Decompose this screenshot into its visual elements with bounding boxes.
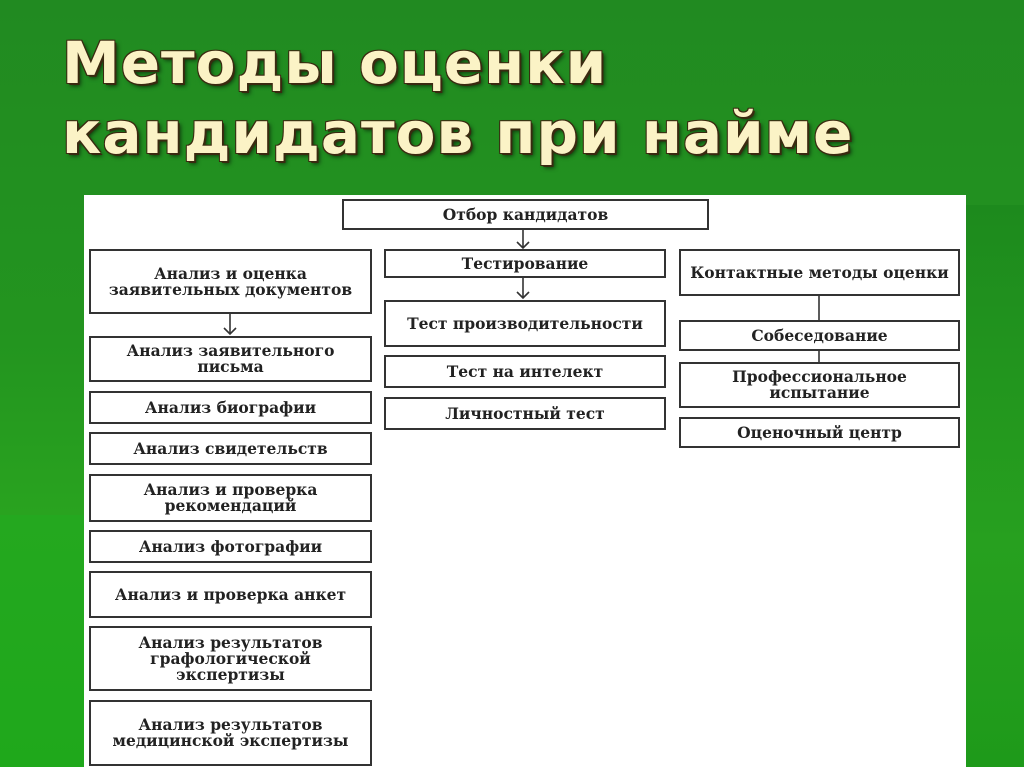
node-contact-header: Контактные методы оценки (679, 249, 960, 296)
node-docs-item-5: Анализ фотографии (89, 530, 372, 563)
node-docs-header: Анализ и оценка заявительных документов (89, 249, 372, 314)
node-docs-item-4: Анализ и проверка рекомендаций (89, 474, 372, 522)
node-root: Отбор кандидатов (342, 199, 709, 230)
node-docs-item-8: Анализ результатов медицинской экспертизы (89, 700, 372, 766)
node-testing-item-1: Тест производительности (384, 300, 666, 347)
node-docs-item-1: Анализ заявительного письма (89, 336, 372, 382)
node-testing-item-2: Тест на интелект (384, 355, 666, 388)
node-testing-item-3: Личностный тест (384, 397, 666, 430)
node-docs-item-6: Анализ и проверка анкет (89, 571, 372, 618)
node-docs-item-2: Анализ биографии (89, 391, 372, 424)
slide-title-line-2: кандидатов при найме (62, 99, 854, 167)
node-contact-item-2: Профессиональное испытание (679, 362, 960, 408)
node-contact-item-3: Оценочный центр (679, 417, 960, 448)
node-docs-item-3: Анализ свидетельств (89, 432, 372, 465)
node-docs-item-7: Анализ результатов графологической экспертизы (89, 626, 372, 691)
node-testing-header: Тестирование (384, 249, 666, 278)
node-contact-item-1: Собеседование (679, 320, 960, 351)
slide-title-line-1: Методы оценки (62, 29, 608, 97)
